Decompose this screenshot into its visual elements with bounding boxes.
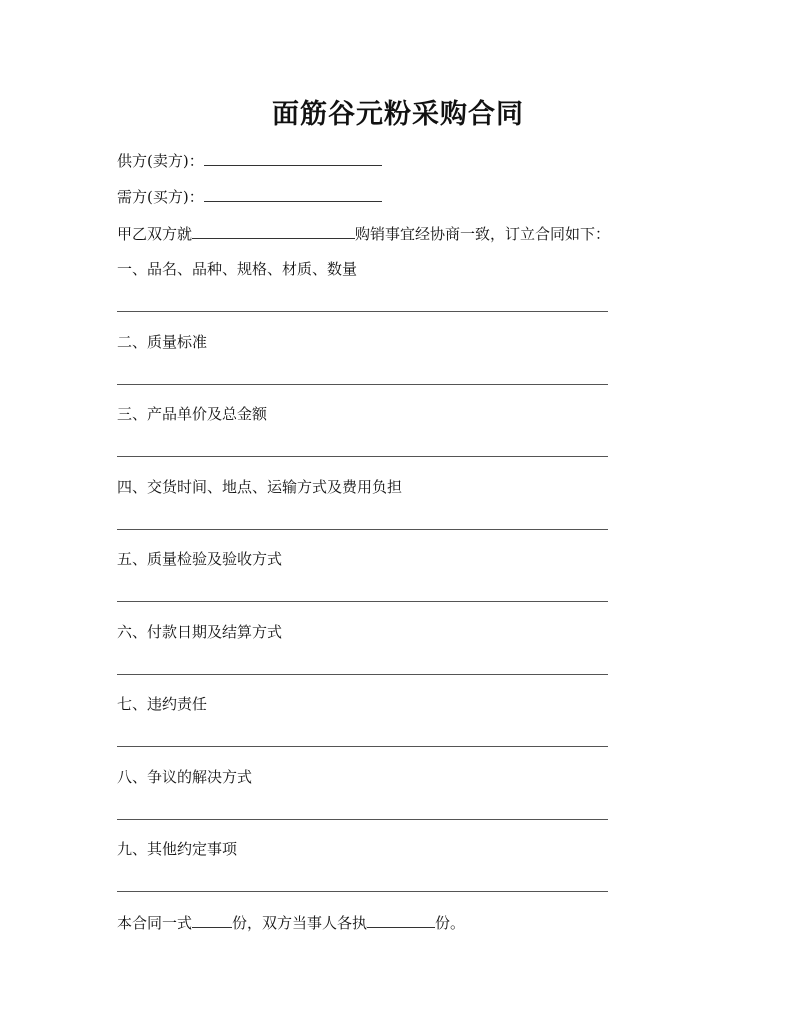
section-heading-9: 九、其他约定事项: [117, 840, 238, 858]
section-heading-6: 六、付款日期及结算方式: [117, 623, 283, 641]
section-answer-line-5[interactable]: [117, 601, 608, 602]
closing-part-2: 份，双方当事人各执: [232, 914, 368, 932]
copies-each-blank[interactable]: [367, 912, 435, 928]
closing-part-3: 份。: [435, 914, 466, 932]
section-answer-line-8[interactable]: [117, 819, 608, 820]
buyer-blank-field[interactable]: [204, 186, 382, 202]
intro-prefix: 甲乙双方就: [117, 225, 193, 243]
section-answer-line-6[interactable]: [117, 674, 608, 675]
section-answer-line-9[interactable]: [117, 891, 608, 892]
section-answer-line-3[interactable]: [117, 456, 608, 457]
section-answer-line-7[interactable]: [117, 746, 608, 747]
buyer-label: 需方(买方)：: [117, 188, 204, 206]
section-heading-3: 三、产品单价及总金额: [117, 405, 268, 423]
section-answer-line-1[interactable]: [117, 311, 608, 312]
supplier-blank-field[interactable]: [204, 150, 382, 166]
section-answer-line-4[interactable]: [117, 529, 608, 530]
section-heading-4: 四、交货时间、地点、运输方式及费用负担: [117, 478, 403, 496]
supplier-label: 供方(卖方)：: [117, 152, 204, 170]
copies-total-blank[interactable]: [192, 912, 232, 928]
section-heading-5: 五、质量检验及验收方式: [117, 550, 283, 568]
intro-line: [117, 223, 610, 244]
product-blank-field[interactable]: [192, 223, 355, 239]
page-title: 面筋谷元粉采购合同: [272, 99, 524, 130]
section-answer-line-2[interactable]: [117, 384, 608, 385]
section-heading-7: 七、违约责任: [117, 695, 208, 713]
buyer-line: [117, 186, 382, 207]
section-heading-1: 一、品名、品种、规格、材质、数量: [117, 260, 358, 278]
closing-part-1: 本合同一式: [117, 914, 193, 932]
closing-line: [117, 912, 465, 933]
supplier-line: [117, 150, 382, 171]
section-heading-2: 二、质量标准: [117, 333, 208, 351]
intro-suffix: 购销事宜经协商一致，订立合同如下：: [355, 225, 611, 243]
section-heading-8: 八、争议的解决方式: [117, 768, 253, 786]
